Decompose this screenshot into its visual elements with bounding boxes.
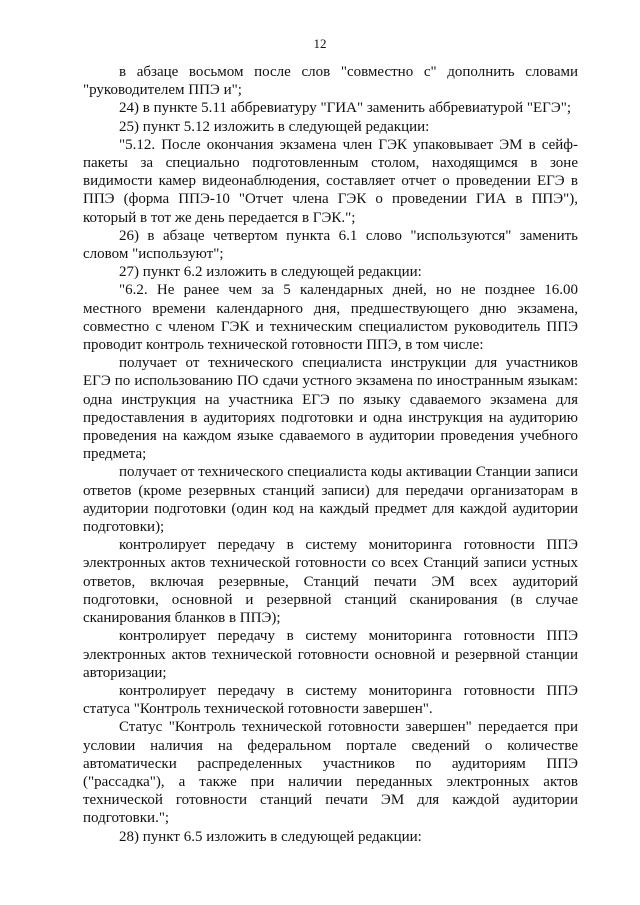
paragraph: "6.2. Не ранее чем за 5 календарных дней, но не позднее 16.00 местного времени календарного дня, предшествующего дню экзамена, совместно с членом ГЭК и техническим специалистом руководитель ППЭ проводит контроль технической готовности ППЭ, в том числе: [83,282,578,354]
paragraph: Статус "Контроль технической готовности завершен" передается при условии наличия на федеральном портале сведений о количестве автоматически распределенных участников по аудиториям ППЭ ("рассадка"), а также при наличии переданных электронных актов технической готовности станций печати ЭМ для каждой аудитории подготовки."; [83,719,578,827]
paragraph: в абзаце восьмом после слов "совместно с" дополнить словами "руководителем ППЭ и"; [83,64,578,99]
paragraph: контролирует передачу в систему мониторинга готовности ППЭ электронных актов технической готовности основной и резервной станции авторизации; [83,628,578,681]
paragraph: 28) пункт 6.5 изложить в следующей редакции: [119,828,422,845]
paragraph: 24) в пункте 5.11 аббревиатуру "ГИА" заменить аббревиатурой "ЕГЭ"; [119,100,572,117]
paragraph: 26) в абзаце четвертом пункта 6.1 слово "используются" заменить словом "используют"; [83,227,578,263]
paragraph: получает от технического специалиста коды активации Станции записи ответов (кроме резервных станций записи) для передачи организаторам в аудитории подготовки (один код на каждый предмет для каждой аудитории подготовки); [83,464,578,536]
paragraph: получает от технического специалиста инструкции для участников ЕГЭ по использованию ПО сдачи устного экзамена по иностранным языкам: одна инструкция на участника ЕГЭ по языку сдаваемого экзамена для предоставления в аудиториях подготовки и одна инструкция на аудиторию проведения на каждом языке сдаваемого в аудитории проведения учебного предмета; [83,355,578,463]
paragraph: 27) пункт 6.2 изложить в следующей редакции: [119,264,422,281]
document-body [83,63,578,846]
paragraph: контролирует передачу в систему мониторинга готовности ППЭ электронных актов технической готовности со всех Станций записи устных ответов, включая резервные, Станций печати ЭМ всех аудиторий подготовки, основной и резервной станций сканирования (в случае сканирования бланков в ППЭ); [83,537,578,627]
paragraph: контролирует передачу в систему мониторинга готовности ППЭ статуса "Контроль технической готовности завершен". [83,682,578,718]
paragraph: 25) пункт 5.12 изложить в следующей редакции: [119,118,430,135]
page-number: 12 [313,36,327,51]
paragraph: "5.12. После окончания экзамена член ГЭК упаковывает ЭМ в сейф-пакеты за специально подготовленным столом, находящимся в зоне видимости камер видеонаблюдения, составляет отчет о проведении ЕГЭ в ППЭ (форма ППЭ-10 "Отчет члена ГЭК о проведении ГИА в ППЭ"), который в тот же день передается в ГЭК."; [83,136,578,226]
